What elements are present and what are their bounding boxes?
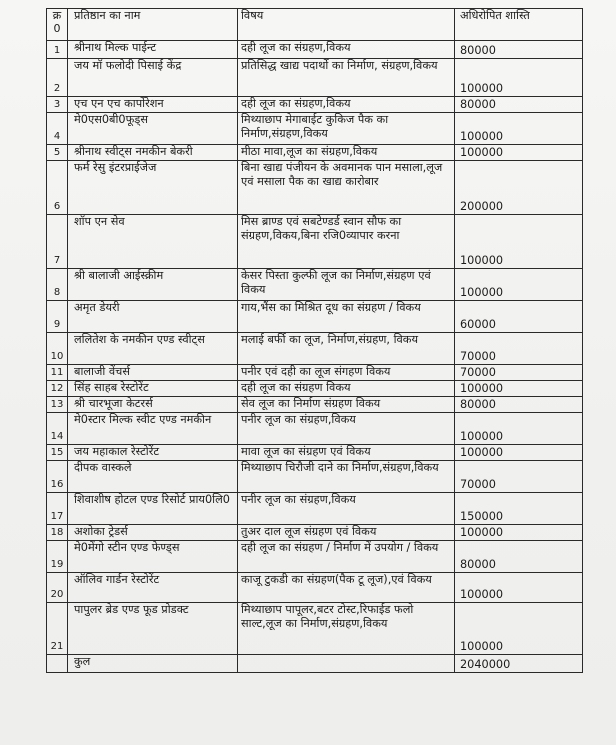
total-amount: 2040000 — [455, 655, 583, 673]
penalty-amount-cell: 150000 — [455, 493, 583, 525]
table-row — [47, 113, 583, 145]
serial-number-cell: 10 — [47, 333, 68, 365]
penalty-amount-cell: 100000 — [455, 215, 583, 269]
penalty-amount-cell: 70000 — [455, 461, 583, 493]
header-subject: विषय — [238, 9, 455, 41]
subject-cell: मलाई बर्फी का लूज, निर्माण,संग्रहण, विकय — [238, 333, 455, 365]
table-row — [47, 413, 583, 445]
subject-cell: मिथ्याछाप पापूलर,बटर टोस्ट,रिफाईड फलो साल्ट,लूज का निर्माण,संग्रहण,विकय — [238, 603, 455, 655]
penalty-amount-cell: 80000 — [455, 97, 583, 113]
table-row — [47, 381, 583, 397]
serial-number-cell: 15 — [47, 445, 68, 461]
penalty-amount-cell: 70000 — [455, 333, 583, 365]
establishment-name-cell: बालाजी वेंचर्स — [68, 365, 238, 381]
establishment-name-cell: फर्म रेसु इंटरप्राईजेज — [68, 161, 238, 215]
establishment-name-cell: शिवाशीष होटल एण्ड रिसोर्ट प्राय0लि0 — [68, 493, 238, 525]
serial-number-cell: 13 — [47, 397, 68, 413]
establishment-name-cell: मे0स्टार मिल्क स्वीट एण्ड नमकीन — [68, 413, 238, 445]
subject-cell: मावा लूज का संग्रहण एवं विकय — [238, 445, 455, 461]
serial-number-cell: 12 — [47, 381, 68, 397]
penalty-amount-cell: 100000 — [455, 413, 583, 445]
table-row — [47, 97, 583, 113]
subject-cell: बिना खाद्य पंजीयन के अवमानक पान मसाला,लूज एवं मसाला पैक का खाद्य कारोबार — [238, 161, 455, 215]
serial-number-cell: 5 — [47, 145, 68, 161]
subject-cell: दही लूज का संग्रहण,विकय — [238, 97, 455, 113]
penalty-amount-cell: 100000 — [455, 145, 583, 161]
table-row — [47, 145, 583, 161]
table-row — [47, 161, 583, 215]
serial-number-cell: 20 — [47, 573, 68, 603]
subject-cell: पनीर एवं दही का लूज संगहण विकय — [238, 365, 455, 381]
establishment-name-cell: दीपक वास्कले — [68, 461, 238, 493]
table-row — [47, 541, 583, 573]
penalty-amount-cell: 100000 — [455, 573, 583, 603]
subject-cell: सेव लूज का निर्माण संग्रहण विकय — [238, 397, 455, 413]
subject-cell: मिथ्याछाप चिरौजी दाने का निर्माण,संग्रहण,विकय — [238, 461, 455, 493]
penalty-amount-cell: 100000 — [455, 113, 583, 145]
table-row — [47, 333, 583, 365]
establishment-name-cell: ऑलिव गार्डन रेस्टोरेंट — [68, 573, 238, 603]
establishment-name-cell: श्रीनाथ स्वीट्स नमकीन बेकरी — [68, 145, 238, 161]
subject-cell: गाय,भैंस का मिश्रित दूध का संग्रहण / विकय — [238, 301, 455, 333]
establishment-name-cell: जय महाकाल रेस्टोरेंट — [68, 445, 238, 461]
header-amount: अधिरोपित शास्ति — [455, 9, 583, 41]
penalty-amount-cell: 100000 — [455, 525, 583, 541]
subject-cell: दही लूज का संग्रहण / निर्माण में उपयोग / विकय — [238, 541, 455, 573]
header-serial: क्र 0 — [47, 9, 68, 41]
penalty-amount-cell: 200000 — [455, 161, 583, 215]
total-row — [47, 655, 583, 673]
table-row — [47, 493, 583, 525]
serial-number-cell: 19 — [47, 541, 68, 573]
establishment-name-cell: मे0मेंगो स्टीन एण्ड फेण्ड्स — [68, 541, 238, 573]
subject-cell: पनीर लूज का संग्रहण,विकय — [238, 413, 455, 445]
subject-cell: मीठा मावा,लूज का संग्रहण,विकय — [238, 145, 455, 161]
serial-number-cell: 11 — [47, 365, 68, 381]
penalty-amount-cell: 80000 — [455, 397, 583, 413]
subject-cell: मिस ब्राण्ड एवं सबटेण्डर्ड स्वान सौफ का संग्रहण,विकय,बिना रजि0व्यापार करना — [238, 215, 455, 269]
subject-cell: काजू टुकडी का संग्रहण(पैक टू लूज),एवं विकय — [238, 573, 455, 603]
establishment-name-cell: जय मॉ फलोदी पिसाई केंद्र — [68, 59, 238, 97]
penalty-table — [46, 8, 583, 673]
subject-cell: दही लूज का संग्रहण विकय — [238, 381, 455, 397]
table-row — [47, 525, 583, 541]
serial-number-cell: 8 — [47, 269, 68, 301]
total-serial-blank — [47, 655, 68, 673]
subject-cell: केसर पिस्ता कुल्फी लूज का निर्माण,संग्रहण एवं विकय — [238, 269, 455, 301]
penalty-amount-cell: 60000 — [455, 301, 583, 333]
subject-cell: दही लूज का संग्रहण,विकय — [238, 41, 455, 59]
penalty-amount-cell: 80000 — [455, 41, 583, 59]
table-row — [47, 41, 583, 59]
total-subject-blank — [238, 655, 455, 673]
establishment-name-cell: शॉप एन सेव — [68, 215, 238, 269]
establishment-name-cell: श्रीनाथ मिल्क पाईन्ट — [68, 41, 238, 59]
table-row — [47, 397, 583, 413]
penalty-amount-cell: 100000 — [455, 269, 583, 301]
serial-number-cell: 6 — [47, 161, 68, 215]
establishment-name-cell: श्री बालाजी आईस्क्रीम — [68, 269, 238, 301]
serial-number-cell: 7 — [47, 215, 68, 269]
serial-number-cell: 2 — [47, 59, 68, 97]
table-row — [47, 215, 583, 269]
subject-cell: तुअर दाल लूज संग्रहण एवं विकय — [238, 525, 455, 541]
serial-number-cell: 9 — [47, 301, 68, 333]
establishment-name-cell: अमृत डेयरी — [68, 301, 238, 333]
establishment-name-cell: ललितेश के नमकीन एण्ड स्वीट्स — [68, 333, 238, 365]
establishment-name-cell: सिंह साहब रेस्टोरेंट — [68, 381, 238, 397]
table-row — [47, 365, 583, 381]
table-row — [47, 59, 583, 97]
establishment-name-cell: श्री चारभूजा केटरर्स — [68, 397, 238, 413]
penalty-amount-cell: 100000 — [455, 603, 583, 655]
serial-number-cell: 3 — [47, 97, 68, 113]
penalty-amount-cell: 100000 — [455, 381, 583, 397]
establishment-name-cell: अशोका ट्रेडर्स — [68, 525, 238, 541]
table-row — [47, 445, 583, 461]
establishment-name-cell: एच एन एच कार्पोरेशन — [68, 97, 238, 113]
serial-number-cell: 16 — [47, 461, 68, 493]
table-row — [47, 603, 583, 655]
table-row — [47, 301, 583, 333]
total-label: कुल — [68, 655, 238, 673]
establishment-name-cell: पापुलर ब्रेड एण्ड फूड प्रोडक्ट — [68, 603, 238, 655]
serial-number-cell: 14 — [47, 413, 68, 445]
penalty-amount-cell: 80000 — [455, 541, 583, 573]
serial-number-cell: 1 — [47, 41, 68, 59]
penalty-amount-cell: 70000 — [455, 365, 583, 381]
header-row — [47, 9, 583, 41]
penalty-amount-cell: 100000 — [455, 59, 583, 97]
serial-number-cell: 18 — [47, 525, 68, 541]
table-row — [47, 461, 583, 493]
penalty-amount-cell: 100000 — [455, 445, 583, 461]
table-row — [47, 573, 583, 603]
subject-cell: पनीर लूज का संग्रहण,विकय — [238, 493, 455, 525]
subject-cell: प्रतिसिद्ध खाद्य पदार्थो का निर्माण, संग्रहण,विकय — [238, 59, 455, 97]
table-row — [47, 269, 583, 301]
serial-number-cell: 21 — [47, 603, 68, 655]
header-name: प्रतिष्ठान का नाम — [68, 9, 238, 41]
establishment-name-cell: मे0एस0बी0फूड्स — [68, 113, 238, 145]
serial-number-cell: 17 — [47, 493, 68, 525]
subject-cell: मिथ्याछाप मेगाबाईट कुकिज पैक का निर्माण,संग्रहण,विकय — [238, 113, 455, 145]
serial-number-cell: 4 — [47, 113, 68, 145]
